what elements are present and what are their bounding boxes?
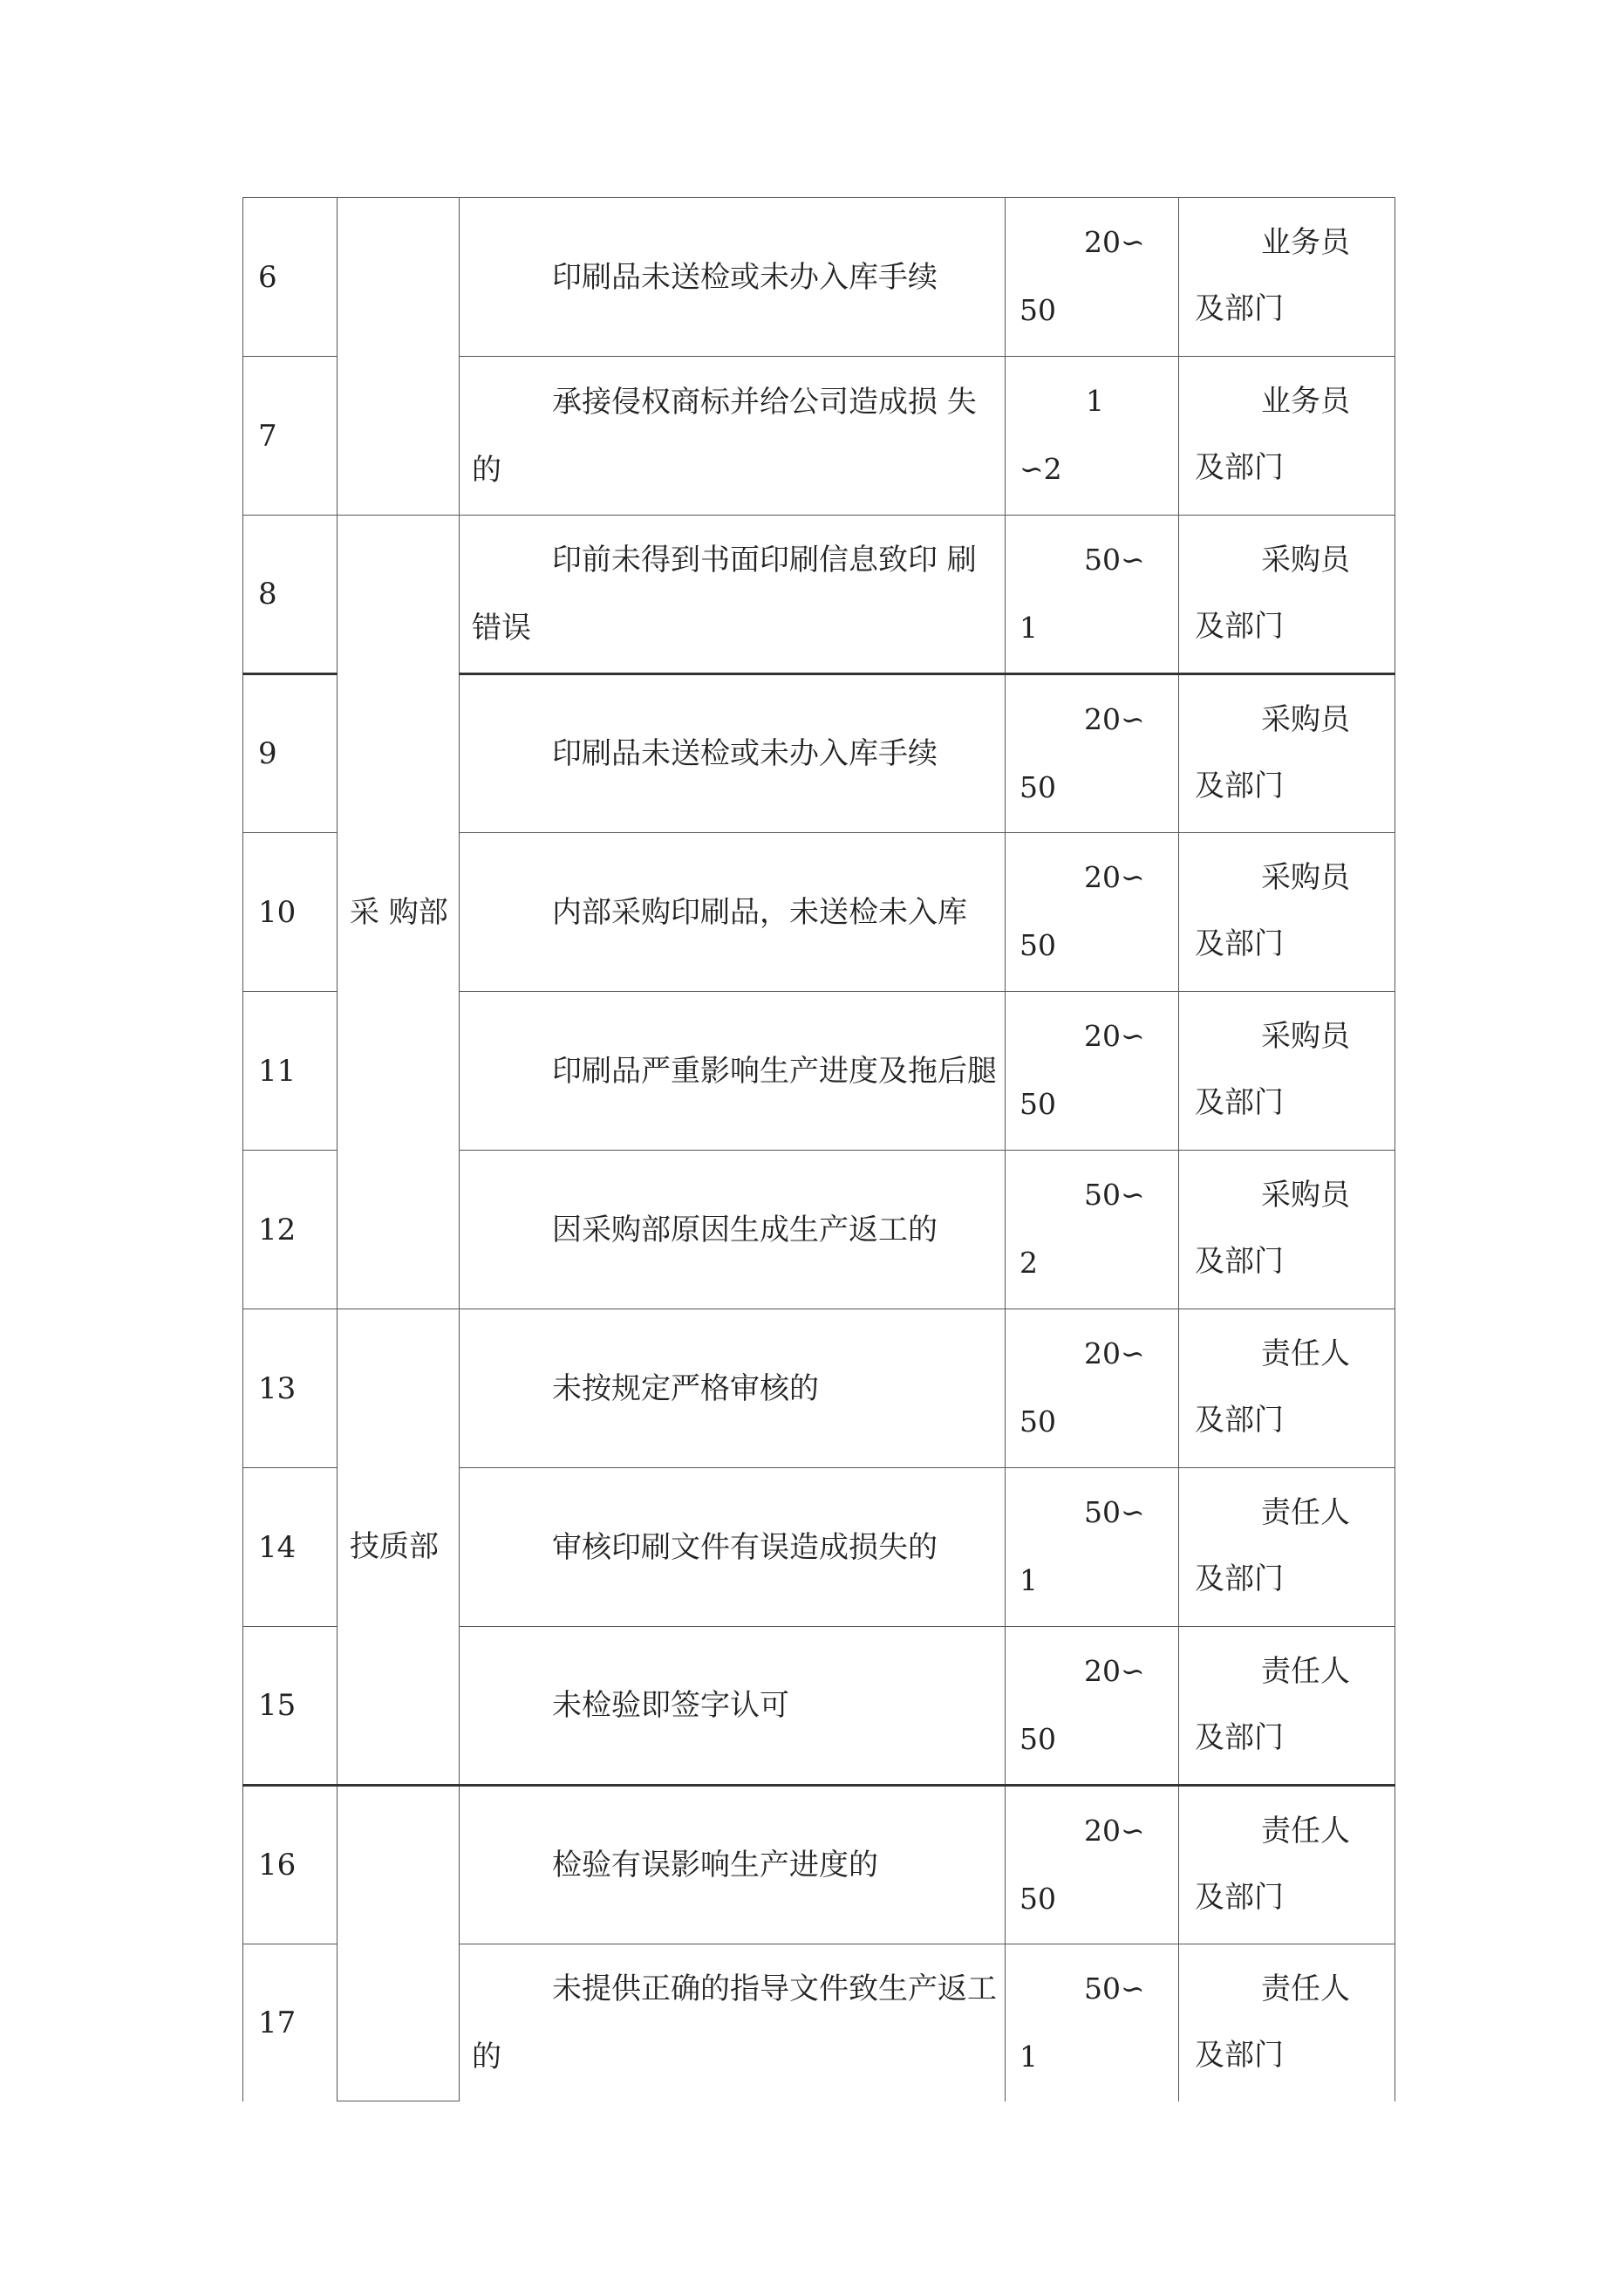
- violation-item: [460, 833, 1006, 992]
- violation-item: [460, 1627, 1006, 1786]
- fine-cell: [1006, 1468, 1179, 1627]
- responsible-dept: 及部门: [1195, 1403, 1284, 1438]
- row-number: 6: [243, 198, 338, 357]
- responsible-dept: 及部门: [1195, 450, 1284, 485]
- responsible-party: 采购员: [1261, 702, 1350, 737]
- fine-amount-start: 50∽: [1084, 1178, 1145, 1212]
- violation-text: 未检验即签字认可: [552, 1688, 789, 1723]
- violation-text: 审核印刷文件有误造成损失的: [552, 1529, 938, 1565]
- violation-text: 因采购部原因生成生产返工的: [552, 1212, 938, 1247]
- row-number: 10: [243, 833, 338, 992]
- responsible-dept: 及部门: [1195, 291, 1284, 326]
- fine-cell: [1006, 1627, 1179, 1786]
- violation-text: 未提供正确的指导文件致生产返工的: [472, 1971, 997, 2074]
- responsible-party: 采购员: [1261, 1019, 1350, 1054]
- fine-amount-end: 1: [1019, 611, 1038, 645]
- row-number: 13: [243, 1309, 338, 1468]
- responsible-party: 采购员: [1261, 860, 1350, 895]
- violation-text: 印刷品严重影响生产进度及拖后腿: [552, 1053, 997, 1089]
- responsible-dept: 及部门: [1195, 769, 1284, 803]
- responsible-cell: [1179, 674, 1395, 833]
- violation-text: 印刷品未送检或未办入库手续: [552, 259, 938, 295]
- fine-cell: [1006, 357, 1179, 516]
- table-row: [243, 516, 1395, 674]
- fine-amount-end: 1: [1019, 1563, 1038, 1597]
- table-row: [243, 1786, 1395, 1944]
- fine-cell: [1006, 1786, 1179, 1944]
- responsible-party: 业务员: [1261, 225, 1350, 260]
- violation-item: [460, 516, 1006, 674]
- fine-amount-end: 50: [1019, 1722, 1056, 1756]
- row-number: 14: [243, 1468, 338, 1627]
- violation-item: [460, 674, 1006, 833]
- fine-amount-end: 50: [1019, 1087, 1056, 1121]
- fine-amount-end: 2: [1019, 1246, 1038, 1280]
- responsible-party: 责任人: [1261, 1654, 1350, 1689]
- responsible-party: 责任人: [1261, 1336, 1350, 1371]
- violation-text: 检验有误影响生产进度的: [552, 1848, 878, 1883]
- violation-text: 内部采购印刷品，未送检未入库: [552, 894, 967, 930]
- violation-item: [460, 1468, 1006, 1627]
- responsible-party: 采购员: [1261, 1178, 1350, 1213]
- fine-cell: [1006, 833, 1179, 992]
- responsible-dept: 及部门: [1195, 1085, 1284, 1120]
- fine-amount-start: 1: [1086, 384, 1104, 418]
- fine-amount-end: 50: [1019, 293, 1056, 327]
- responsible-party: 责任人: [1261, 1495, 1350, 1530]
- responsible-dept: 及部门: [1195, 1244, 1284, 1279]
- responsible-dept: 及部门: [1195, 1561, 1284, 1596]
- violation-item: [460, 1309, 1006, 1468]
- table-row: [243, 1309, 1395, 1468]
- responsible-cell: [1179, 198, 1395, 357]
- penalty-table: [242, 197, 1395, 2101]
- responsible-cell: [1179, 833, 1395, 992]
- fine-amount-start: 50∽: [1084, 543, 1145, 577]
- fine-amount-start: 20∽: [1084, 1019, 1145, 1053]
- row-number: 7: [243, 357, 338, 516]
- responsible-dept: 及部门: [1195, 1880, 1284, 1915]
- fine-amount-start: 50∽: [1084, 1971, 1145, 2006]
- department-quality: 技质部: [338, 1309, 460, 1786]
- violation-text: 印前未得到书面印刷信息致印 刷错误: [472, 543, 977, 646]
- responsible-dept: 及部门: [1195, 926, 1284, 961]
- fine-amount-end: 1: [1019, 2040, 1038, 2074]
- department-purchasing: 采 购部: [338, 516, 460, 1309]
- violation-item: [460, 1786, 1006, 1944]
- responsible-cell: [1179, 1151, 1395, 1309]
- violation-item: [460, 1151, 1006, 1309]
- fine-cell: [1006, 674, 1179, 833]
- fine-amount-end: 50: [1019, 928, 1056, 962]
- violation-item: [460, 992, 1006, 1151]
- row-number: 12: [243, 1151, 338, 1309]
- fine-cell: [1006, 1309, 1179, 1468]
- fine-amount-start: 20∽: [1084, 1654, 1145, 1688]
- fine-cell: [1006, 1151, 1179, 1309]
- responsible-cell: [1179, 1786, 1395, 1944]
- responsible-cell: [1179, 1468, 1395, 1627]
- responsible-dept: 及部门: [1195, 1720, 1284, 1755]
- department-cell-blank: [338, 1786, 460, 2101]
- fine-amount-end: 50: [1019, 1404, 1056, 1438]
- fine-cell: [1006, 992, 1179, 1151]
- responsible-party: 采购员: [1261, 543, 1350, 577]
- responsible-cell: [1179, 357, 1395, 516]
- responsible-cell: [1179, 1627, 1395, 1786]
- violation-item: [460, 1944, 1006, 2101]
- violation-text: 印刷品未送检或未办入库手续: [552, 736, 938, 771]
- responsible-dept: 及部门: [1195, 2038, 1284, 2073]
- fine-amount-start: 20∽: [1084, 1814, 1145, 1848]
- responsible-cell: [1179, 992, 1395, 1151]
- violation-item: [460, 198, 1006, 357]
- violation-text: 未按规定严格审核的: [552, 1370, 819, 1406]
- fine-cell: [1006, 198, 1179, 357]
- row-number: 9: [243, 674, 338, 833]
- violation-text: 承接侵权商标并给公司造成损 失的: [472, 384, 977, 488]
- row-number: 16: [243, 1786, 338, 1944]
- violation-item: [460, 357, 1006, 516]
- fine-amount-start: 20∽: [1084, 860, 1145, 894]
- responsible-party: 责任人: [1261, 1814, 1350, 1848]
- row-number: 17: [243, 1944, 338, 2101]
- row-number: 11: [243, 992, 338, 1151]
- responsible-cell: [1179, 1309, 1395, 1468]
- row-number: 15: [243, 1627, 338, 1786]
- fine-amount-end: 50: [1019, 1882, 1056, 1916]
- responsible-dept: 及部门: [1195, 609, 1284, 644]
- fine-amount-start: 20∽: [1084, 1336, 1145, 1370]
- fine-cell: [1006, 516, 1179, 674]
- table-row: [243, 198, 1395, 357]
- responsible-cell: [1179, 1944, 1395, 2101]
- fine-amount-start: 50∽: [1084, 1495, 1145, 1529]
- fine-amount-start: 20∽: [1084, 702, 1145, 736]
- responsible-party: 业务员: [1261, 384, 1350, 419]
- responsible-cell: [1179, 516, 1395, 674]
- department-cell-blank: [338, 198, 460, 516]
- fine-amount-end: ∽2: [1019, 452, 1062, 486]
- row-number: 8: [243, 516, 338, 674]
- fine-amount-end: 50: [1019, 770, 1056, 804]
- fine-amount-start: 20∽: [1084, 225, 1145, 259]
- responsible-party: 责任人: [1261, 1971, 1350, 2006]
- fine-cell: [1006, 1944, 1179, 2101]
